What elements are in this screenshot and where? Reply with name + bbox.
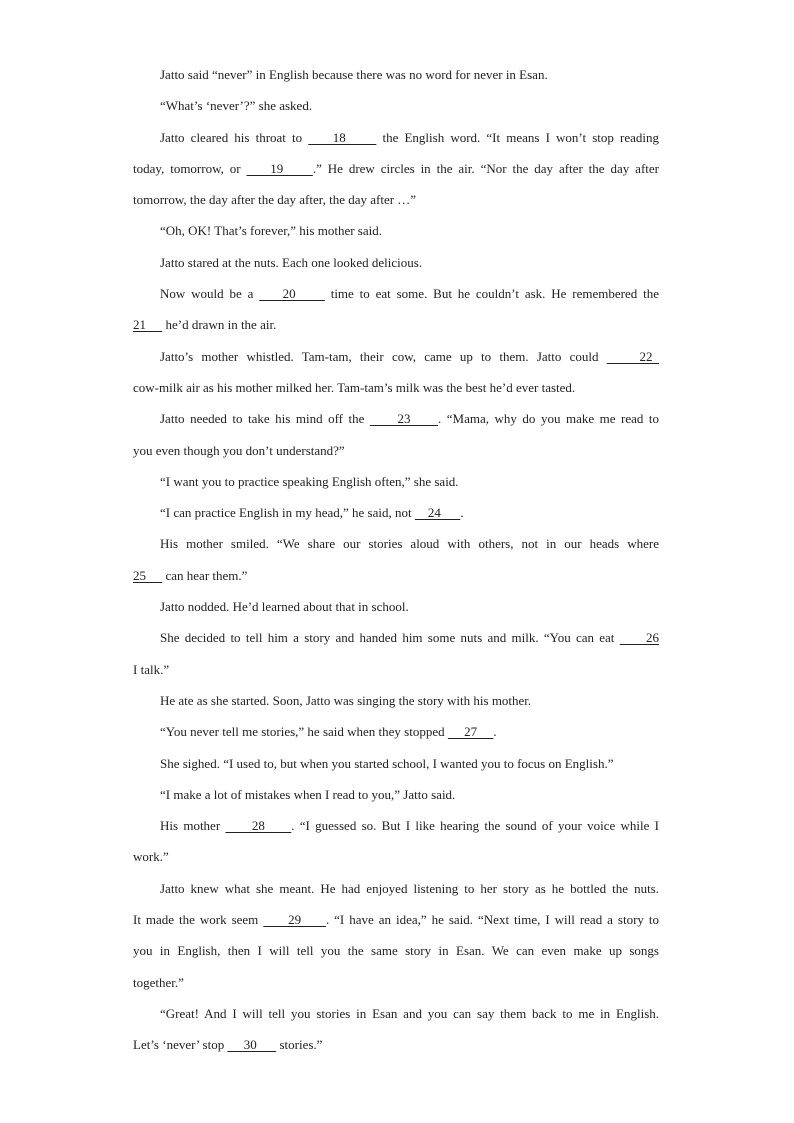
answer-blank: 24 (414, 505, 461, 521)
text-segment: She sighed. “I used to, but when you started school, I wanted you to focus on English.” (160, 755, 614, 771)
text-segment: can hear them.” (162, 567, 248, 583)
text-segment: “Oh, OK! That’s forever,” his mother said. (160, 223, 382, 239)
text-segment: Jatto needed to take his mind off the (160, 411, 370, 427)
text-segment: cow-milk air as his mother milked her. Tam-tam’s milk was the best he’d ever tasted. (133, 379, 576, 395)
text-segment: . (460, 505, 464, 521)
text-segment: Jatto stared at the nuts. Each one looked delicious. (160, 254, 423, 270)
text-segment: today, tomorrow, or (133, 160, 247, 176)
answer-blank: 25 (133, 567, 163, 583)
text-segment: work.” (133, 849, 169, 865)
text-segment: Jatto knew what she meant. He had enjoyed listening to her story as he bottled the nuts. (160, 880, 659, 896)
answer-blank: 26 (619, 630, 660, 646)
answer-blank: 27 (447, 724, 494, 740)
answer-blank: 23 (369, 411, 439, 427)
text-segment: . “I have an idea,” he said. “Next time, I will read a story to (325, 912, 659, 928)
answer-blank: 19 (246, 160, 313, 176)
passage-line (133, 1001, 659, 1032)
text-segment: Jatto’s mother whistled. Tam-tam, their cow, came up to them. Jatto could (160, 348, 607, 364)
text-segment: It made the work seem (133, 912, 264, 928)
text-segment: .” He drew circles in the air. “Nor the day after the day after (312, 160, 659, 176)
text-segment: “What’s ‘never’?” she asked. (160, 98, 313, 114)
text-segment: “You never tell me stories,” he said when they stopped (160, 724, 448, 740)
passage-line (133, 406, 659, 437)
passage-line (133, 876, 659, 907)
text-segment: Jatto nodded. He’d learned about that in school. (160, 599, 409, 615)
passage-line (133, 1032, 659, 1063)
text-segment: he’d drawn in the air. (162, 317, 277, 333)
passage-line (133, 719, 659, 750)
text-segment: Jatto said “never” in English because there was no word for never in Esan. (160, 67, 548, 82)
text-segment: the English word. “It means I won’t stop reading (376, 129, 659, 145)
passage-line (133, 218, 659, 249)
answer-blank: 28 (225, 818, 292, 834)
text-segment: “I make a lot of mistakes when I read to you,” Jatto said. (160, 786, 456, 802)
text-segment: Jatto cleared his throat to (160, 129, 309, 145)
passage-line (133, 438, 659, 469)
passage-line (133, 782, 659, 813)
answer-blank: 21 (133, 317, 163, 333)
passage-line (133, 93, 659, 124)
passage-line (133, 344, 659, 375)
passage-line (133, 688, 659, 719)
text-segment: Now would be a (160, 286, 260, 302)
passage-line (133, 156, 659, 187)
passage-line (133, 751, 659, 782)
answer-blank: 29 (263, 912, 326, 928)
text-segment: I talk.” (133, 661, 170, 677)
passage-line (133, 250, 659, 281)
text-segment: time to eat some. But he couldn’t ask. He remembered the (324, 286, 659, 302)
text-segment: stories.” (276, 1037, 323, 1053)
passage-line (133, 625, 659, 656)
answer-blank: 22 (606, 348, 660, 364)
answer-blank: 30 (227, 1037, 277, 1053)
passage-line (133, 375, 659, 406)
text-segment: together.” (133, 974, 184, 990)
text-segment: “Great! And I will tell you stories in Esan and you can say them back to me in English. (160, 1005, 659, 1021)
text-segment: “I can practice English in my head,” he said, not (160, 505, 415, 521)
text-segment: . (493, 724, 497, 740)
passage-line (133, 938, 659, 969)
passage-line (133, 125, 659, 156)
passage-line (133, 844, 659, 875)
answer-blank: 18 (308, 129, 377, 145)
text-segment: She decided to tell him a story and handed him some nuts and milk. “You can eat (160, 630, 620, 646)
passage-line (133, 62, 659, 93)
answer-blank: 20 (259, 286, 325, 302)
passage-line (133, 469, 659, 500)
text-segment: . “I guessed so. But I like hearing the sound of your voice while I (291, 818, 660, 834)
text-segment: He ate as she started. Soon, Jatto was singing the story with his mother. (160, 692, 532, 708)
passage-line (133, 312, 659, 343)
text-segment: His mother smiled. “We share our stories aloud with others, not in our heads where (160, 536, 659, 552)
text-segment: you in English, then I will tell you the same story in Esan. We can even make up songs (133, 943, 659, 959)
passage-line (133, 813, 659, 844)
passage-line (133, 970, 659, 1001)
text-segment: Let’s ‘never’ stop (133, 1037, 228, 1053)
text-segment: “I want you to practice speaking English often,” she said. (160, 473, 459, 489)
document-page (133, 62, 659, 1064)
text-segment: His mother (160, 818, 226, 834)
passage-line (133, 187, 659, 218)
text-segment: . “Mama, why do you make me read to (438, 411, 660, 427)
passage-line (133, 594, 659, 625)
passage-line (133, 907, 659, 938)
passage-line (133, 563, 659, 594)
passage-line (133, 281, 659, 312)
passage-line (133, 657, 659, 688)
text-segment: you even though you don’t understand?” (133, 442, 345, 458)
passage-line (133, 531, 659, 562)
text-segment: tomorrow, the day after the day after, the day after …” (133, 192, 417, 208)
passage-line (133, 500, 659, 531)
